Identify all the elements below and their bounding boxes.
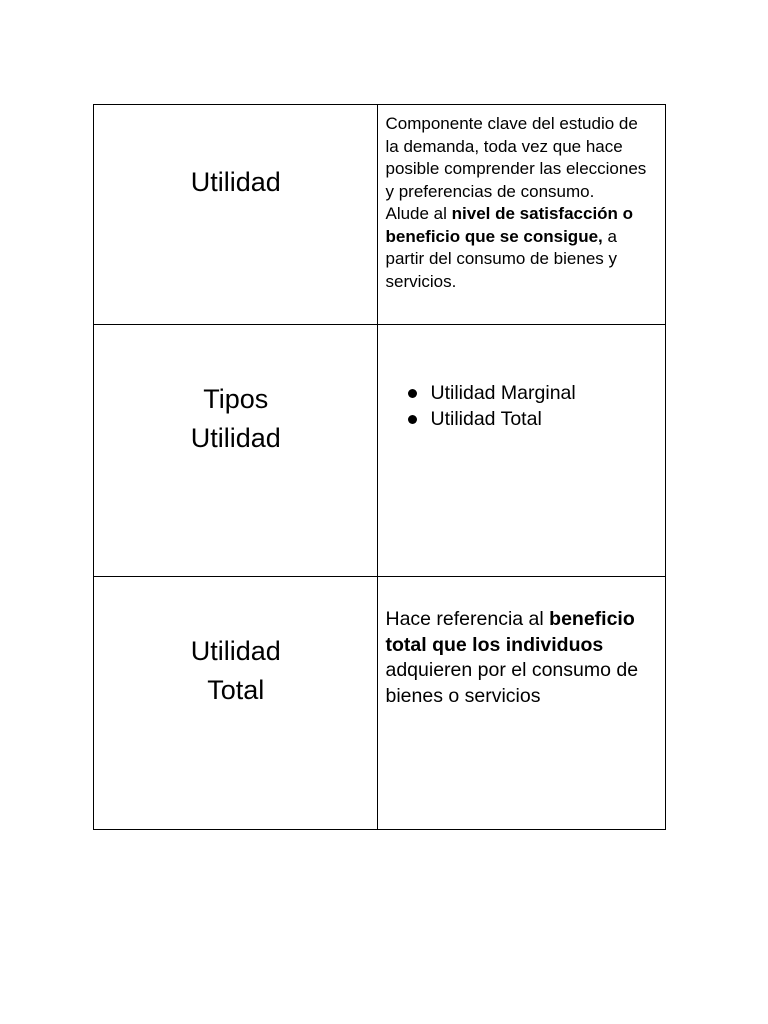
concept-table [93,104,666,830]
term-line: Tipos [203,384,269,414]
definition-paragraph [385,203,655,293]
definition-text-segment: adquieren por el consumo de bienes o servicios [385,659,639,707]
term-text [94,163,377,202]
term-cell-tipos-utilidad [94,325,378,577]
definition-cell-utilidad-total [378,577,666,830]
table-row [94,105,666,325]
definition-text-segment: Alude al [385,204,452,223]
term-line: Utilidad [190,423,281,453]
definition-text-segment: Hace referencia al [385,608,550,630]
definition-paragraph: Componente clave del estudio de la demanda, toda vez que hace posible comprender las elecciones y preferencias de consumo. [385,114,647,201]
utility-types-list [378,325,665,432]
table-row [94,577,666,830]
definition-bold-segment: nivel de satisfacción o beneficio que se consigue, [385,204,634,246]
term-cell-utilidad-total [94,577,378,830]
definition-cell-tipos-utilidad [378,325,666,577]
definition-paragraph [385,607,657,709]
definition-text-segment: a partir del consumo de bienes y servicios. [385,226,618,291]
table-row [94,325,666,577]
definition-cell-utilidad [378,105,666,325]
term-line: Utilidad [190,636,281,666]
list-item: Utilidad Marginal [408,380,665,406]
term-text [94,632,377,710]
definition-text [378,577,665,709]
list-item: Utilidad Total [408,406,665,432]
term-line: Total [207,675,265,705]
definition-bold-segment: beneficio total que los individuos [385,608,635,656]
definition-text [378,105,665,293]
term-cell-utilidad [94,105,378,325]
term-line: Utilidad [190,167,281,197]
term-text [94,380,377,458]
